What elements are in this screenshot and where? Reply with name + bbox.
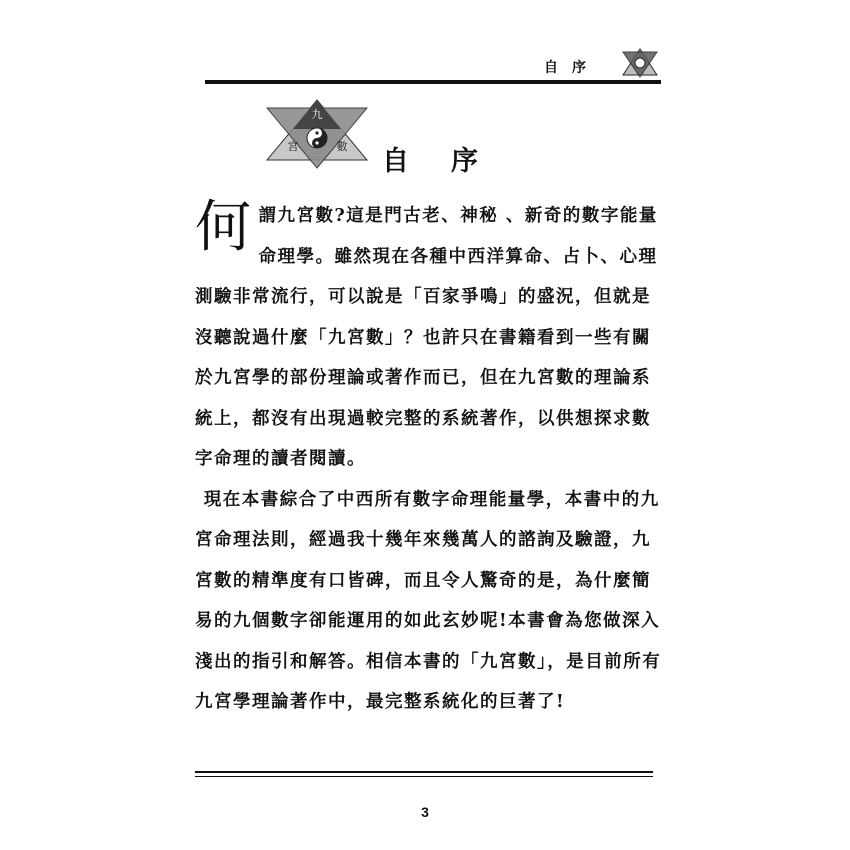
running-title: 自序 <box>544 60 600 76</box>
chapter-title: 自序 <box>382 146 520 177</box>
star-logo-icon <box>620 48 660 78</box>
paragraph-2: 現在本書綜合了中西所有數字命理能量學，本書中的九宮命理法則，經過我十幾年來幾萬人的諮詢及驗證，九宮數的精準度有口皆碑，而且令人驚奇的是，為什麼簡易的九個數字卻能運用的如此玄妙呢!本書會為您做深入淺出的指引和解答。相信本書的「九宮數」，是目前所有九宮學理論著作中，最完整系統化的巨著了! <box>195 489 662 712</box>
header-rule <box>205 80 661 84</box>
drop-cap: 何 <box>195 195 253 260</box>
paragraph-1 <box>195 196 665 480</box>
body-text <box>195 196 665 723</box>
footer-rule-thin <box>195 776 653 777</box>
emblem-char-2: 宮 <box>287 140 299 153</box>
paragraph-1-text: 謂九宮數?這是門古老、神秘 、新奇的數字能量命理學。雖然現在各種中西洋算命、占卜、心理測驗非常流行，可以說是「百家爭鳴」的盛況，但就是沒聽說過什麼「九宮數」？也許只在書籍看到一些有關於九宮學的部份理論或著作而已，但在九宮數的理論系統上，都沒有出現過較完整的系統著作，以供想探求數字命理的讀者閱讀。 <box>195 206 658 469</box>
page-number: 3 <box>421 804 429 820</box>
emblem-char-3: 數 <box>336 140 348 153</box>
footer-rule <box>195 771 653 773</box>
emblem-char-1: 九 <box>311 108 323 121</box>
nine-palace-emblem-icon <box>265 98 370 170</box>
